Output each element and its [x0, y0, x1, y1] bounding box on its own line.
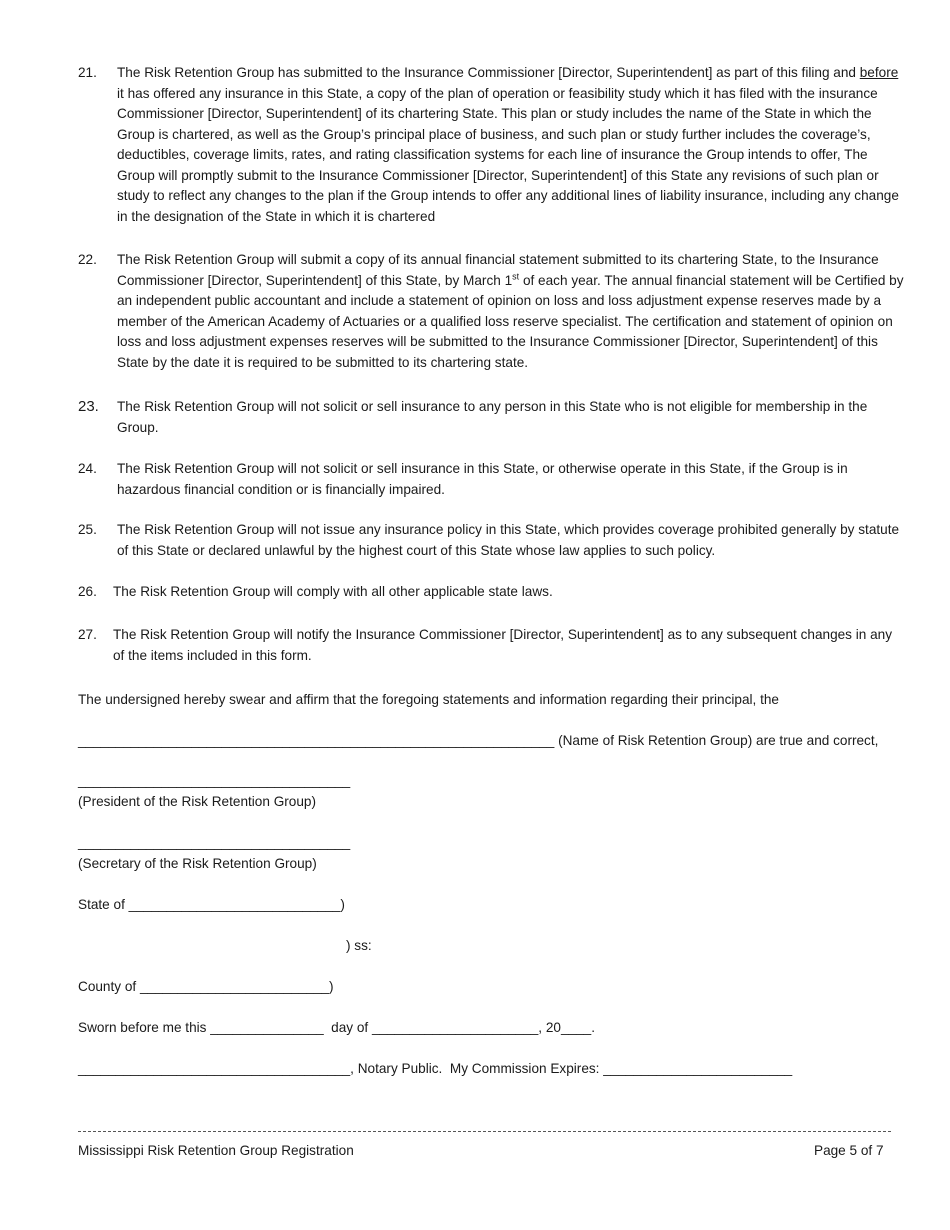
state-of-field[interactable]: State of ____________________________): [78, 897, 345, 912]
county-of-field[interactable]: County of _________________________): [78, 979, 334, 994]
clause-26: [78, 582, 904, 603]
clause-number: 21.: [78, 65, 97, 80]
underlined-word: before: [859, 65, 899, 80]
secretary-signature-blank[interactable]: ____________________________________: [78, 835, 351, 850]
notary-public-field[interactable]: ____________________________________, Notary Public. My Commission Expires: _________________________: [78, 1061, 793, 1076]
clause-number: 24.: [78, 461, 97, 476]
clause-21: [78, 63, 904, 227]
clause-text: The Risk Retention Group will not issue any insurance policy in this State, which provides coverage prohibited generally by statute of this State or declared unlawful by the highest court of this State whose law applies to such policy.: [117, 522, 900, 558]
clause-27: [78, 625, 904, 666]
clause-number: 26.: [78, 584, 97, 599]
clause-24: [78, 459, 904, 500]
clause-number: 23.: [78, 398, 99, 415]
clause-text: The Risk Retention Group will submit a copy of its annual financial statement submitted to its chartering State, to the Insurance Commissioner [Director, Superintendent] of this State, by March 1st of each year. The annual financial statement will be Certified by an independent public accountant and include a statement of opinion on loss and loss adjustment expense reserves made by a member of the American Academy of Actuaries or a qualified loss reserve specialist. The certification and statement of opinion on loss and loss adjustment expenses reserves will be submitted to the Insurance Commissioner [Director, Superintendent] of this State by the date it is required to be submitted to its chartering state.: [117, 252, 904, 370]
secretary-caption: (Secretary of the Risk Retention Group): [78, 856, 317, 871]
clause-22: [78, 250, 904, 373]
president-caption: (President of the Risk Retention Group): [78, 794, 317, 809]
clause-text: The Risk Retention Group will not solicit or sell insurance to any person in this State who is not eligible for membership in the Group.: [117, 399, 868, 435]
clause-23: [78, 397, 904, 438]
footer-title: Mississippi Risk Retention Group Registration: [78, 1143, 354, 1158]
ss-marker: ) ss:: [346, 938, 372, 953]
clause-number: 25.: [78, 522, 97, 537]
clause-text: The Risk Retention Group will notify the Insurance Commissioner [Director, Superintendent] as to any subsequent changes in any of the items included in this form.: [113, 627, 893, 663]
clause-25: [78, 520, 904, 561]
clause-text: The Risk Retention Group will comply with all other applicable state laws.: [113, 584, 553, 599]
clause-number: 27.: [78, 627, 97, 642]
clause-text: The Risk Retention Group will not solicit or sell insurance in this State, or otherwise operate in this State, if the Group is in hazardous financial condition or is financially impaired.: [117, 461, 848, 497]
page-number: Page 5 of 7: [814, 1143, 884, 1158]
sworn-date-field[interactable]: Sworn before me this _______________ day of ______________________, 20____.: [78, 1020, 596, 1035]
clause-number: 22.: [78, 252, 97, 267]
affirmation-intro: The undersigned hereby swear and affirm that the foregoing statements and information regarding their principal, the: [78, 692, 779, 707]
footer-rule: [78, 1131, 891, 1132]
president-signature-blank[interactable]: ____________________________________: [78, 773, 351, 788]
clause-text: The Risk Retention Group has submitted to the Insurance Commissioner [Director, Superintendent] as part of this filing and before it has offered any insurance in this State, a copy of the plan of operation or feasibility study which it has filed with the insurance Commissioner [Director, Superintendent] of its chartering State. This plan or study includes the name of the State in which the Group is chartered, as well as the Group’s principal place of business, and such plan or study further includes the coverage’s, deductibles, coverage limits, rates, and rating classification systems for each line of insurance the Group intends to offer, The Group will promptly submit to the Insurance Commissioner [Director, Superintendent] of this State any revisions of such plan or study to reflect any changes to the plan if the Group intends to offer any additional lines of liability insurance, including any change in the designation of the State in which it is chartered: [117, 65, 899, 224]
rrg-name-blank[interactable]: _______________________________________________________________ (Name of Risk Retention Group) are true and correct,: [78, 733, 879, 748]
